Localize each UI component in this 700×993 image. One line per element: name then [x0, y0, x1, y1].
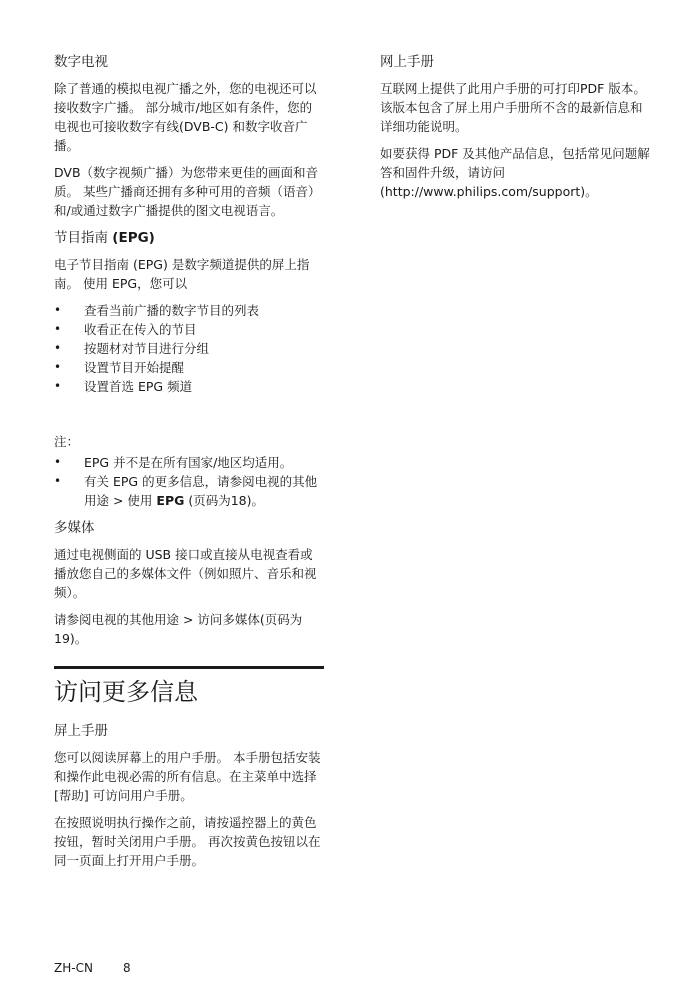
- epg-feature-list: [54, 301, 324, 396]
- note-list: [54, 453, 324, 510]
- epg-heading-bold: (EPG): [112, 230, 155, 246]
- multimedia-paragraph-2: 请参阅电视的其他用途 > 访问多媒体(页码为19)。: [54, 612, 303, 646]
- online-manual-heading: 网上手册: [380, 54, 434, 70]
- list-item: • EPG 并不是在所有国家/地区均适用。: [54, 453, 324, 472]
- footer-language: ZH-CN: [54, 961, 93, 975]
- online-manual-paragraph-2: 如要获得 PDF 及其他产品信息，包括常见问题解答和固件升级，请访问(http://www.philips.com/support)。: [380, 146, 650, 199]
- page-number: 8: [122, 961, 131, 975]
- more-info-section: [54, 666, 324, 870]
- screen-manual-paragraph-1: 您可以阅读屏幕上的用户手册。 本手册包括安装和操作此电视必需的所有信息。在主菜单中选择 [帮助] 可访问用户手册。: [54, 750, 321, 803]
- more-info-title: 访问更多信息: [54, 678, 198, 706]
- note-item-2-suffix: (页码为18)。: [184, 493, 265, 508]
- list-item: • 设置首选 EPG 频道: [54, 377, 324, 396]
- note-label: 注：: [54, 434, 80, 449]
- digital-tv-heading: 数字电视: [54, 54, 108, 70]
- digital-tv-section: [54, 52, 324, 220]
- epg-heading: [54, 228, 324, 248]
- multimedia-paragraph-1: 通过电视侧面的 USB 接口或直接从电视查看或播放您自己的多媒体文件（例如照片、音乐和视频）。: [54, 547, 317, 600]
- left-column: [54, 52, 324, 878]
- note-section: [54, 432, 324, 510]
- digital-tv-paragraph-2: DVB（数字视频广播）为您带来更佳的画面和音质。 某些广播商还拥有多种可用的音频（语音）和/或通过数字广播提供的图文电视语言。: [54, 165, 321, 218]
- epg-section: [54, 228, 324, 396]
- online-manual-paragraph-1: 互联网上提供了此用户手册的可打印PDF 版本。 该版本包含了屏上用户手册所不含的最新信息和详细功能说明。: [380, 81, 646, 134]
- screen-manual-paragraph-2: 在按照说明执行操作之前，请按遥控器上的黄色按钮，暂时关闭用户手册。 再次按黄色按钮以在同一页面上打开用户手册。: [54, 815, 321, 868]
- note-item-2-text: 有关 EPG 的更多信息，请参阅电视的其他用途 > 使用: [84, 474, 318, 508]
- list-item: • 查看当前广播的数字节目的列表: [54, 301, 324, 320]
- digital-tv-paragraph-1: 除了普通的模拟电视广播之外，您的电视还可以接收数字广播。 部分城市/地区如有条件，您的电视也可接收数字有线(DVB-C) 和数字收音广播。: [54, 81, 317, 153]
- multimedia-section: [54, 518, 324, 648]
- right-column: [380, 52, 652, 209]
- epg-heading-text: 节目指南: [54, 230, 113, 246]
- epg-intro: 电子节目指南 (EPG) 是数字频道提供的屏上指南。 使用 EPG，您可以: [54, 257, 310, 291]
- list-item: • 收看正在传入的节目: [54, 320, 324, 339]
- list-item: [54, 472, 324, 510]
- list-item: • 设置节目开始提醒: [54, 358, 324, 377]
- note-item-2-bold: EPG: [156, 493, 185, 508]
- screen-manual-heading: 屏上手册: [54, 723, 108, 739]
- page-footer: [54, 961, 131, 975]
- list-item: • 按题材对节目进行分组: [54, 339, 324, 358]
- online-manual-section: [380, 52, 652, 201]
- multimedia-heading: 多媒体: [54, 520, 95, 536]
